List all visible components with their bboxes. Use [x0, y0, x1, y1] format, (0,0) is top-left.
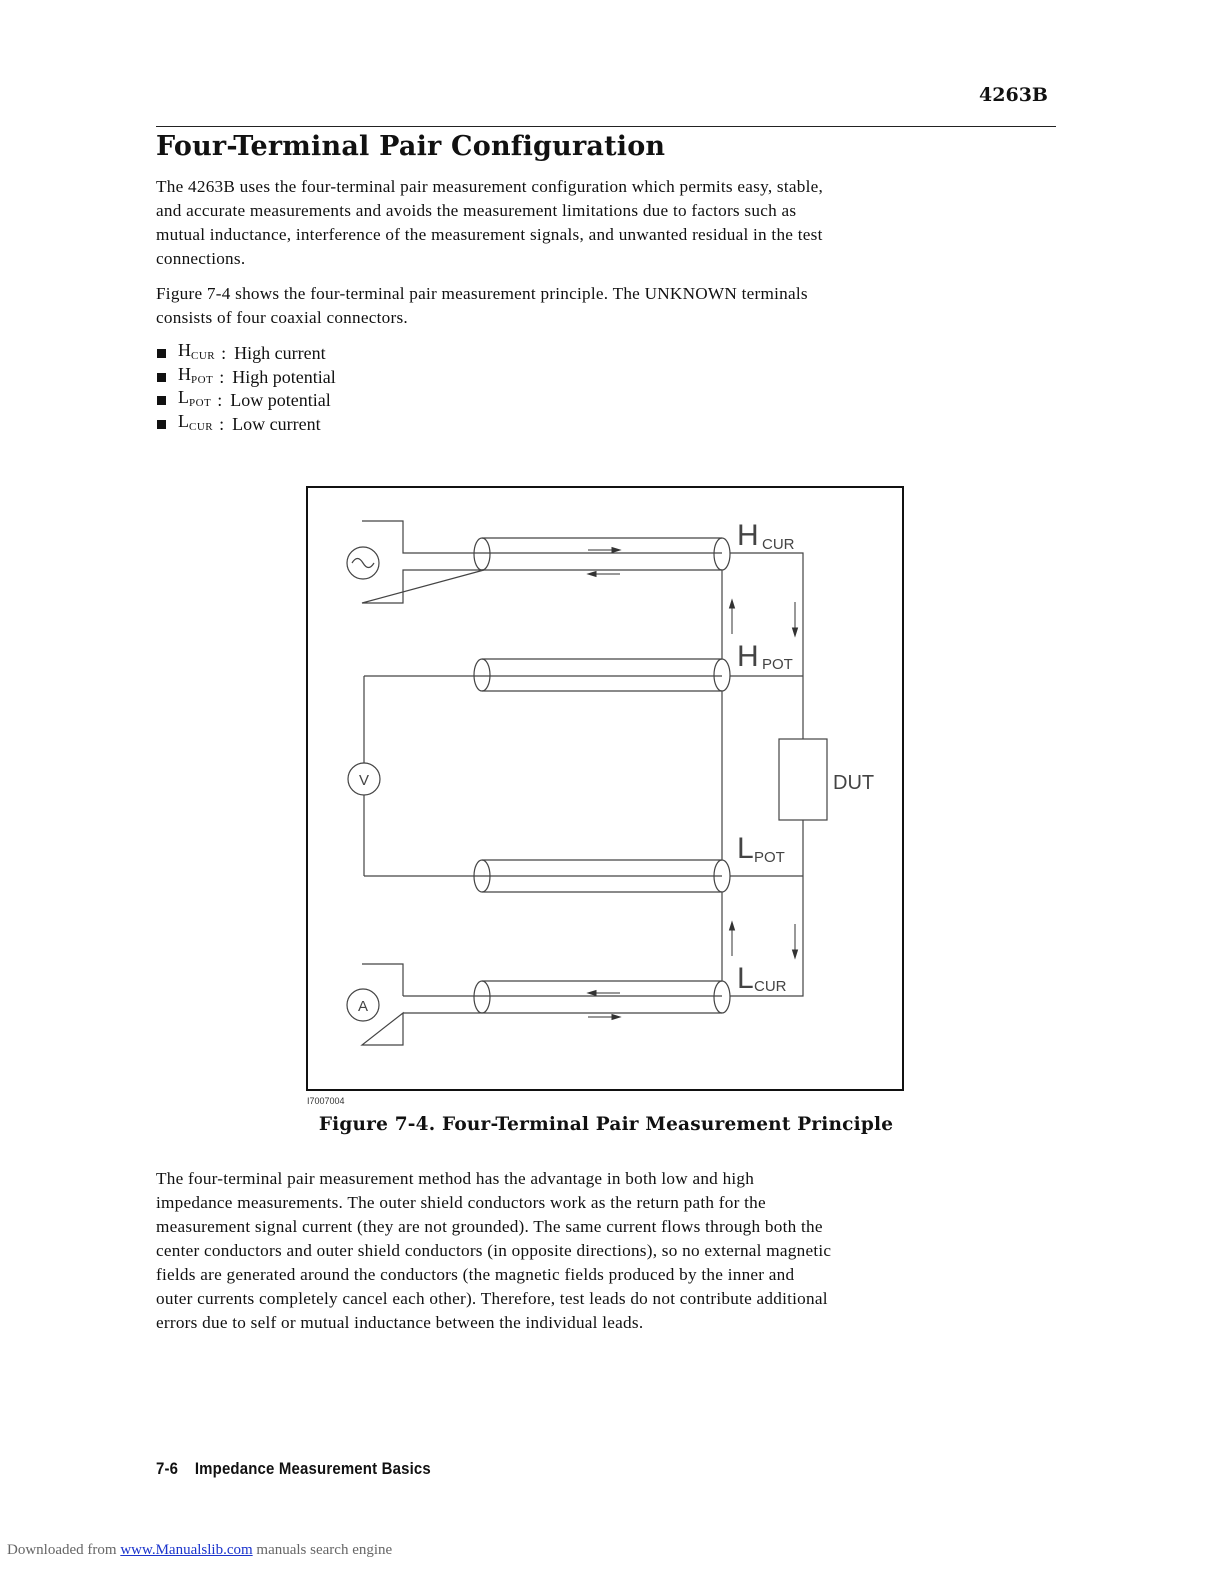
paragraph-line: and accurate measurements and avoids the measurement limitations due to factors such as — [156, 201, 797, 220]
lcur-letter: L — [737, 962, 754, 995]
voltmeter-label: V — [358, 772, 370, 789]
paragraph-line: errors due to self or mutual inductance between the individual leads. — [156, 1313, 644, 1332]
hpot-letter: H — [737, 640, 759, 673]
coax-hcur — [474, 538, 730, 570]
terminal-list-item: $H_{CUR}$ : High current — [156, 342, 756, 366]
terminal-list-item: $L_{POT}$ : Low potential — [156, 389, 756, 413]
paragraph-line: measurement signal current (they are not grounded). The same current flows through both the — [156, 1217, 823, 1236]
lpot-letter: L — [737, 832, 754, 865]
coax-hpot — [364, 659, 730, 691]
section-title: Four-Terminal Pair Configuration — [156, 131, 666, 162]
download-suffix: manuals search engine — [256, 1542, 393, 1558]
hcur-letter: H — [737, 519, 759, 552]
manualslib-link[interactable]: www.Manualslib.com — [120, 1542, 253, 1558]
paragraph-line: center conductors and outer shield conductors (in opposite directions), so no external magnetic — [156, 1241, 832, 1260]
terminal-description: Low current — [232, 413, 321, 434]
paragraph-line: consists of four coaxial connectors. — [156, 308, 408, 327]
terminal-description: High current — [234, 343, 326, 363]
paragraph-line: impedance measurements. The outer shield conductors work as the return path for the — [156, 1193, 766, 1212]
terminal-name: $L_{POT}$ — [178, 387, 212, 409]
paragraph-line: outer currents completely cancel each other). Therefore, test leads do not contribute additional — [156, 1289, 828, 1308]
paragraph-line: mutual inductance, interference of the measurement signals, and unwanted residual in the test — [156, 225, 823, 244]
terminal-name: $H_{CUR}$ — [178, 340, 216, 362]
coax-lcur — [403, 981, 730, 1013]
terminal-name: $L_{CUR}$ — [178, 410, 214, 433]
paragraph-line: The 4263B uses the four-terminal pair measurement configuration which permits easy, stable, — [156, 177, 824, 196]
paragraph-advantages — [156, 1167, 1056, 1335]
terminal-description: High potential — [232, 366, 336, 387]
download-notice — [7, 1542, 392, 1559]
lcur-sub: CUR — [754, 978, 787, 995]
download-prefix: Downloaded from — [7, 1542, 117, 1558]
ammeter-label: A — [357, 998, 369, 1015]
page-number: 7-6 — [156, 1459, 179, 1478]
dut-label: DUT — [833, 772, 875, 794]
terminal-list-item: $L_{CUR}$ : Low current — [156, 413, 756, 437]
header-model: 4263B — [979, 84, 1048, 106]
terminal-description: Low potential — [230, 390, 331, 410]
page-footer — [156, 1459, 431, 1479]
figure-caption: Figure 7-4. Four-Terminal Pair Measurement Principle — [318, 1114, 894, 1135]
chapter-title: Impedance Measurement Basics — [194, 1459, 431, 1478]
hpot-sub: POT — [762, 656, 793, 673]
coax-lpot — [364, 860, 730, 892]
paragraph-line: The four-terminal pair measurement method has the advantage in both low and high — [156, 1169, 755, 1188]
figure-id: I7007004 — [307, 1096, 345, 1106]
lpot-sub: POT — [754, 849, 785, 866]
paragraph-line: fields are generated around the conductors (the magnetic fields produced by the inner and — [156, 1265, 795, 1284]
paragraph-line: connections. — [156, 249, 246, 268]
ammeter-box — [362, 964, 403, 1045]
dut-box — [779, 739, 827, 820]
paragraph-line: Figure 7-4 shows the four-terminal pair measurement principle. The UNKNOWN terminals — [156, 284, 808, 303]
terminal-name: $H_{POT}$ — [178, 363, 214, 386]
source-box — [362, 521, 484, 603]
terminal-list-item: $H_{POT}$ : High potential — [156, 366, 756, 390]
hcur-sub: CUR — [762, 536, 795, 553]
